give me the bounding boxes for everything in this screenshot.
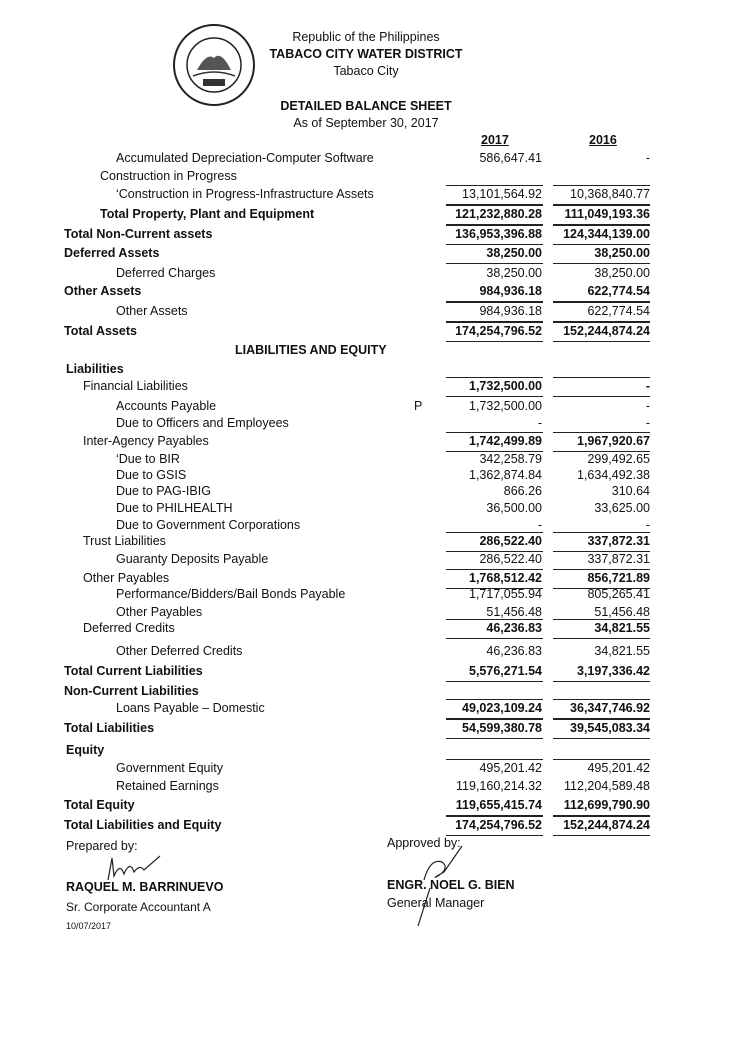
amount-2016: 3,197,336.42 [577, 664, 650, 678]
column-header-2017: 2017 [481, 133, 509, 147]
amount-2016: 124,344,139.00 [563, 227, 650, 241]
underline-rule [446, 681, 543, 682]
table-row [0, 644, 749, 662]
amount-2017: 586,647.41 [479, 151, 542, 165]
table-row [0, 343, 749, 361]
table-row [0, 187, 749, 205]
row-label: Accumulated Depreciation-Computer Software [116, 151, 374, 165]
amount-2016: 1,634,492.38 [577, 468, 650, 482]
amount-2017: 984,936.18 [479, 304, 542, 318]
table-row [0, 324, 749, 342]
table-row [0, 227, 749, 245]
row-label: Accounts Payable [116, 399, 217, 413]
amount-2016: 495,201.42 [587, 761, 650, 775]
amount-2016: 112,699,790.90 [563, 798, 650, 812]
overline-rule [446, 699, 543, 700]
table-row [0, 207, 749, 225]
overline-rule [553, 244, 650, 245]
overline-rule [553, 619, 650, 620]
table-row [0, 664, 749, 682]
amount-2017: - [537, 518, 542, 532]
table-row [0, 304, 749, 322]
overline-rule [446, 377, 543, 378]
overline-rule [553, 719, 650, 720]
amount-2016: 51,456.48 [594, 605, 650, 619]
underline-rule [553, 263, 650, 264]
approver-name: ENGR. NOEL G. BIEN [387, 878, 515, 892]
overline-rule [553, 302, 650, 303]
overline-rule [446, 532, 543, 533]
overline-rule [553, 432, 650, 433]
overline-rule [553, 699, 650, 700]
district-name: TABACO CITY WATER DISTRICT [269, 47, 463, 61]
row-label: Other Payables [83, 571, 170, 585]
overline-rule [446, 225, 543, 226]
amount-2016: 34,821.55 [594, 621, 650, 635]
table-row [0, 701, 749, 719]
amount-2017: 38,250.00 [486, 246, 542, 260]
amount-2017: 51,456.48 [486, 605, 542, 619]
page-title: DETAILED BALANCE SHEET [280, 99, 452, 113]
row-label: Other Payables [116, 605, 203, 619]
row-label: Total Property, Plant and Equipment [100, 207, 315, 221]
amount-2017: 136,953,396.88 [455, 227, 542, 241]
row-label: Total Current Liabilities [64, 664, 203, 678]
table-row [0, 284, 749, 302]
overline-rule [553, 759, 650, 760]
amount-2016: 10,368,840.77 [570, 187, 650, 201]
amount-2017: 174,254,796.52 [455, 324, 542, 338]
column-header-2016: 2016 [589, 133, 617, 147]
republic-line: Republic of the Philippines [292, 30, 440, 44]
amount-2016: - [645, 151, 650, 165]
table-row [0, 587, 749, 605]
amount-2017: 46,236.83 [486, 644, 542, 658]
amount-2017: 1,717,055.94 [469, 587, 542, 601]
table-row [0, 621, 749, 639]
row-label: Liabilities [66, 362, 124, 376]
overline-rule [553, 816, 650, 817]
amount-2017: 495,201.42 [479, 761, 542, 775]
underline-rule [553, 638, 650, 639]
overline-rule [553, 377, 650, 378]
amount-2016: 38,250.00 [594, 266, 650, 280]
underline-rule [553, 681, 650, 682]
city-line: Tabaco City [333, 64, 399, 78]
overline-rule [446, 719, 543, 720]
approved-by-label: Approved by: [387, 836, 461, 850]
table-row [0, 434, 749, 452]
row-label: ‘Due to BIR [116, 452, 180, 466]
overline-rule [446, 302, 543, 303]
amount-2017: 38,250.00 [486, 266, 542, 280]
underline-rule [553, 835, 650, 836]
amount-2016: 38,250.00 [594, 246, 650, 260]
preparer-name: RAQUEL M. BARRINUEVO [66, 880, 224, 894]
row-label: Other Deferred Credits [116, 644, 243, 658]
table-row [0, 151, 749, 169]
row-label: Deferred Assets [64, 246, 160, 260]
amount-2016: 39,545,083.34 [570, 721, 650, 735]
amount-2016: - [645, 399, 650, 413]
amount-2017: 1,362,874.84 [469, 468, 542, 482]
prepared-by-label: Prepared by: [66, 839, 138, 853]
underline-rule [446, 638, 543, 639]
overline-rule [446, 244, 543, 245]
preparer-title: Sr. Corporate Accountant A [66, 900, 211, 914]
underline-rule [553, 396, 650, 397]
amount-2016: - [645, 416, 650, 430]
amount-2017: 46,236.83 [486, 621, 542, 635]
amount-2016: - [645, 518, 650, 532]
underline-rule [553, 738, 650, 739]
row-label: Total Liabilities and Equity [64, 818, 222, 832]
overline-rule [446, 322, 543, 323]
overline-rule [446, 185, 543, 186]
amount-2017: 286,522.40 [479, 534, 542, 548]
currency-symbol: P [414, 399, 423, 413]
amount-2017: 866.26 [503, 484, 542, 498]
table-row [0, 399, 749, 417]
amount-2017: 121,232,880.28 [455, 207, 542, 221]
table-row [0, 501, 749, 519]
row-label: Performance/Bidders/Bail Bonds Payable [116, 587, 346, 601]
underline-rule [446, 341, 543, 342]
row-label: Guaranty Deposits Payable [116, 552, 269, 566]
overline-rule [446, 205, 543, 206]
table-row [0, 266, 749, 284]
amount-2016: 310.64 [611, 484, 650, 498]
row-label: Total Liabilities [64, 721, 155, 735]
amount-2017: 1,732,500.00 [469, 379, 542, 393]
row-label: Deferred Charges [116, 266, 216, 280]
underline-rule [553, 341, 650, 342]
amount-2016: 622,774.54 [587, 304, 650, 318]
amount-2017: 49,023,109.24 [462, 701, 542, 715]
overline-rule [553, 532, 650, 533]
row-label: Inter-Agency Payables [83, 434, 209, 448]
overline-rule [553, 225, 650, 226]
amount-2017: 1,742,499.89 [469, 434, 542, 448]
amount-2017: 13,101,564.92 [462, 187, 542, 201]
prepared-date: 10/07/2017 [66, 921, 112, 931]
row-label: Due to Government Corporations [116, 518, 301, 532]
overline-rule [446, 759, 543, 760]
row-label: Total Non-Current assets [64, 227, 213, 241]
row-label: Trust Liabilities [83, 534, 166, 548]
row-label: Financial Liabilities [83, 379, 188, 393]
amount-2016: 33,625.00 [594, 501, 650, 515]
row-label: Total Assets [64, 324, 137, 338]
table-row [0, 484, 749, 502]
table-row [0, 534, 749, 552]
row-label: Equity [66, 743, 105, 757]
amount-2017: 1,732,500.00 [469, 399, 542, 413]
amount-2017: 174,254,796.52 [455, 818, 542, 832]
row-label: Loans Payable – Domestic [116, 701, 265, 715]
amount-2016: 112,204,589.48 [564, 779, 650, 793]
amount-2016: 805,265.41 [587, 587, 650, 601]
table-row [0, 721, 749, 739]
amount-2017: - [537, 416, 542, 430]
row-label: Non-Current Liabilities [64, 684, 199, 698]
amount-2016: 152,244,874.24 [563, 324, 650, 338]
amount-2016: - [645, 379, 650, 393]
table-row [0, 779, 749, 797]
row-label: Due to PAG-IBIG [116, 484, 211, 498]
overline-rule [446, 569, 543, 570]
row-label: Due to PHILHEALTH [116, 501, 233, 515]
amount-2016: 337,872.31 [587, 534, 650, 548]
table-row [0, 798, 749, 816]
row-label: Deferred Credits [83, 621, 175, 635]
overline-rule [446, 619, 543, 620]
underline-rule [446, 738, 543, 739]
row-label: Other Assets [116, 304, 188, 318]
overline-rule [553, 205, 650, 206]
row-label: Due to Officers and Employees [116, 416, 289, 430]
amount-2016: 1,967,920.67 [577, 434, 650, 448]
amount-2016: 299,492.65 [587, 452, 650, 466]
table-row [0, 246, 749, 264]
row-label: Government Equity [116, 761, 223, 775]
row-label: Total Equity [64, 798, 135, 812]
table-row [0, 761, 749, 779]
amount-2017: 1,768,512.42 [469, 571, 542, 585]
amount-2017: 36,500.00 [486, 501, 542, 515]
table-row [0, 552, 749, 570]
amount-2016: 337,872.31 [587, 552, 650, 566]
underline-rule [446, 396, 543, 397]
amount-2017: 54,599,380.78 [462, 721, 542, 735]
overline-rule [553, 569, 650, 570]
page-subtitle: As of September 30, 2017 [293, 116, 439, 130]
table-row [0, 379, 749, 397]
amount-2017: 286,522.40 [479, 552, 542, 566]
row-label: Due to GSIS [116, 468, 187, 482]
overline-rule [446, 432, 543, 433]
amount-2016: 152,244,874.24 [563, 818, 650, 832]
amount-2016: 856,721.89 [587, 571, 650, 585]
approver-title: General Manager [387, 896, 485, 910]
amount-2016: 34,821.55 [594, 644, 650, 658]
amount-2016: 111,049,193.36 [564, 207, 650, 221]
overline-rule [553, 322, 650, 323]
amount-2017: 119,655,415.74 [455, 798, 542, 812]
amount-2017: 119,160,214.32 [456, 779, 542, 793]
amount-2017: 5,576,271.54 [469, 664, 542, 678]
amount-2016: 36,347,746.92 [570, 701, 650, 715]
amount-2017: 342,258.79 [479, 452, 542, 466]
overline-rule [446, 816, 543, 817]
row-label: ‘Construction in Progress-Infrastructure Assets [116, 187, 374, 201]
amount-2017: 984,936.18 [479, 284, 542, 298]
row-label: Other Assets [64, 284, 142, 298]
overline-rule [553, 185, 650, 186]
underline-rule [446, 263, 543, 264]
amount-2016: 622,774.54 [587, 284, 650, 298]
row-label: Retained Earnings [116, 779, 219, 793]
table-row [0, 818, 749, 836]
row-label: LIABILITIES AND EQUITY [235, 343, 387, 357]
row-label: Construction in Progress [100, 169, 237, 183]
